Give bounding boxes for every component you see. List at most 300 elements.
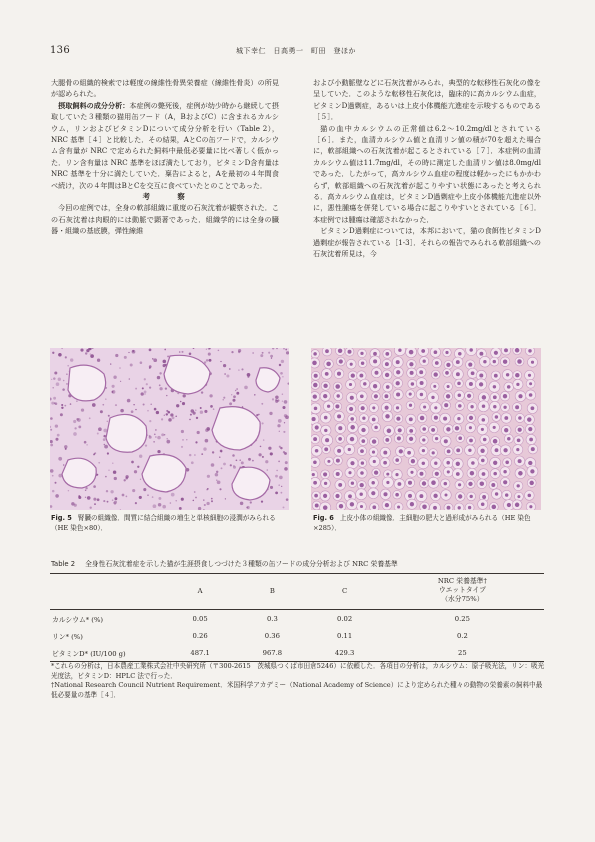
cell-nucleus: [324, 429, 327, 432]
cell-nucleus: [396, 370, 400, 374]
caption-text: 上皮小体の組織像．主細胞の肥大と過形成がみられる（HE 染色×285）．: [313, 514, 531, 532]
stain-dot: [247, 373, 251, 377]
stain-dot: [124, 356, 127, 359]
stain-dot: [53, 377, 56, 380]
table-header-row: [50, 574, 544, 610]
cell-nucleus: [374, 470, 378, 474]
stain-dot: [67, 365, 69, 367]
cell-nucleus: [480, 449, 484, 453]
cell-nucleus: [516, 383, 519, 386]
cell-nucleus: [420, 393, 423, 396]
stain-dot: [97, 498, 100, 501]
stain-dot: [144, 393, 145, 394]
cell-nucleus: [506, 373, 509, 376]
cell-nucleus: [337, 449, 341, 453]
stain-dot: [63, 464, 64, 466]
cell-nucleus: [363, 382, 366, 385]
cell-nucleus: [493, 439, 498, 444]
cell-nucleus: [360, 394, 364, 398]
cell-nucleus: [386, 385, 390, 389]
stain-dot: [181, 351, 183, 353]
stain-dot: [246, 507, 247, 508]
cell-nucleus: [431, 480, 436, 485]
stain-dot: [231, 351, 233, 353]
stain-dot: [168, 411, 171, 414]
stain-dot: [252, 352, 253, 353]
stain-dot: [135, 502, 137, 504]
cell-nucleus: [444, 439, 448, 443]
stain-dot: [275, 395, 279, 399]
cell-nucleus: [396, 392, 400, 396]
cell-nucleus: [471, 371, 475, 375]
stain-dot: [260, 354, 263, 357]
cell-nucleus: [383, 461, 387, 465]
stain-dot: [189, 454, 191, 456]
stain-dot: [150, 404, 152, 406]
stain-dot: [61, 404, 63, 406]
stain-dot: [104, 444, 106, 446]
stain-dot: [285, 349, 287, 351]
stain-dot: [272, 398, 274, 400]
cell-nucleus: [431, 428, 435, 432]
stain-dot: [119, 367, 121, 369]
stain-dot: [143, 403, 145, 405]
stain-dot: [124, 479, 126, 481]
cell-nucleus: [374, 426, 378, 430]
cell-nucleus: [323, 505, 328, 510]
stain-dot: [275, 475, 278, 478]
stain-dot: [248, 458, 251, 461]
stain-dot: [65, 448, 67, 450]
stain-dot: [63, 380, 65, 382]
cell-nucleus: [528, 349, 531, 352]
cell-nucleus: [385, 406, 389, 410]
paragraph: 大腿骨の組織的検索では軽度の線維性骨異栄養症（線維性骨炎）の所見が認められた。: [51, 78, 279, 99]
cell-nucleus: [397, 505, 400, 508]
stain-dot: [161, 433, 164, 436]
cell-nucleus: [528, 494, 532, 498]
stain-dot: [98, 427, 102, 431]
cell-nucleus: [431, 396, 434, 399]
stain-dot: [219, 488, 221, 490]
stain-dot: [238, 349, 241, 352]
cell-nucleus: [447, 385, 450, 388]
stain-dot: [271, 358, 272, 359]
cell-nucleus: [468, 449, 471, 452]
stain-dot: [157, 436, 161, 440]
cell-nucleus: [385, 373, 389, 377]
stain-dot: [115, 404, 117, 406]
stain-dot: [66, 383, 68, 385]
stain-dot: [127, 399, 131, 403]
stain-dot: [221, 467, 223, 469]
cell-nucleus: [396, 417, 400, 421]
stain-dot: [85, 352, 87, 354]
cell-nucleus: [493, 385, 496, 388]
stain-dot: [159, 384, 161, 386]
stain-dot: [215, 473, 218, 476]
cell-nucleus: [435, 361, 439, 365]
header-nrc-line2: ウエットタイプ: [438, 586, 486, 594]
stain-dot: [74, 504, 77, 507]
stain-dot: [114, 501, 117, 504]
stain-dot: [194, 491, 196, 493]
stain-dot: [281, 492, 283, 494]
cell-nucleus: [397, 482, 401, 486]
stain-dot: [131, 410, 134, 413]
cell-nucleus: [348, 448, 351, 451]
stain-dot: [153, 358, 157, 362]
stain-dot: [112, 385, 115, 388]
stain-dot: [195, 497, 197, 499]
stain-dot: [159, 387, 162, 390]
cell-nucleus: [327, 405, 330, 408]
stain-dot: [137, 466, 139, 468]
cell-nucleus: [458, 506, 461, 509]
header-b: B: [236, 574, 308, 610]
table-row: [50, 610, 544, 628]
cell-nucleus: [531, 361, 534, 364]
cell-nucleus: [456, 472, 460, 476]
cell-nucleus: [446, 394, 450, 398]
stain-dot: [282, 401, 283, 402]
stain-dot: [267, 469, 269, 471]
cell-nucleus: [348, 350, 352, 354]
stain-dot: [55, 438, 58, 441]
stain-dot: [225, 498, 226, 499]
stain-dot: [154, 433, 156, 435]
cell-nucleus: [481, 459, 485, 463]
stain-dot: [261, 403, 263, 405]
stain-dot: [241, 368, 243, 370]
stain-dot: [58, 353, 62, 357]
stain-dot: [57, 434, 60, 437]
stain-dot: [132, 350, 136, 354]
cell-nucleus: [503, 406, 506, 409]
stain-dot: [87, 496, 91, 500]
stain-dot: [280, 447, 282, 449]
cell-nucleus: [375, 371, 379, 375]
stain-dot: [182, 402, 185, 405]
stain-dot: [181, 498, 184, 501]
cell-nucleus: [359, 374, 363, 378]
stain-dot: [139, 455, 142, 458]
cell-nucleus: [479, 382, 483, 386]
cell-nucleus: [517, 438, 521, 442]
cell-nucleus: [445, 494, 448, 497]
cell-b: 967.8: [236, 644, 308, 662]
stain-dot: [170, 502, 172, 504]
cell-nucleus: [504, 348, 508, 352]
cell-nucleus: [408, 494, 412, 498]
cell-nucleus: [419, 370, 423, 374]
stain-dot: [73, 432, 77, 436]
stain-dot: [73, 420, 76, 423]
cell-nucleus: [434, 416, 438, 420]
cell-nucleus: [383, 492, 387, 496]
cell-nucleus: [361, 406, 365, 410]
stain-dot: [164, 434, 166, 436]
stain-dot: [152, 496, 154, 498]
stain-dot: [262, 422, 264, 424]
stain-dot: [218, 350, 220, 352]
cell-nucleus: [398, 428, 402, 432]
cell-nucleus: [493, 360, 496, 363]
cell-nucleus: [529, 481, 533, 485]
stain-dot: [66, 373, 67, 374]
stain-dot: [183, 394, 186, 397]
cell-nucleus: [504, 416, 508, 420]
paragraph-body: 本症例の斃死後，症例が幼少時から継続して摂取していた３種類の猫用缶フード（A，BおよびC）に含まれるカルシウム，リンおよびビタミンDについて成分分析を行い（Table 2），NRC 基準［４］と比較した．その結果，AとCの缶フードで，カルシウム含有量が NRC で定められた飼料中最低必要量に比べ著しく低かった．リン含有量は NRC 基準をほぼ満たしており，ビタミンD含有量は NRC 基準を十分に満たしていた．稟告によると，Aを最初の４年間食べ続け，次の４年間はBとCを交互に食べていたとのことであった．: [51, 100, 280, 190]
stain-dot: [93, 498, 96, 501]
stain-dot: [100, 410, 103, 413]
cell-nucleus: [383, 451, 387, 455]
cell-nucleus: [456, 360, 460, 364]
stain-dot: [224, 373, 226, 375]
cell-nucleus: [350, 461, 354, 465]
stain-dot: [232, 399, 235, 402]
stain-dot: [156, 411, 159, 414]
cell-nucleus: [493, 395, 497, 399]
stain-dot: [144, 378, 146, 380]
header-nrc: [381, 574, 544, 610]
stain-dot: [157, 450, 160, 453]
stain-dot: [168, 418, 172, 422]
cell-nucleus: [409, 417, 413, 421]
cell-nucleus: [528, 461, 532, 465]
stain-dot: [146, 383, 148, 385]
stain-dot: [54, 402, 56, 404]
running-head: 城下幸仁 日高勇一 町田 登ほか: [236, 47, 356, 55]
stain-dot: [166, 395, 167, 396]
stain-dot: [270, 355, 273, 358]
header-blank: [50, 574, 164, 610]
stain-dot: [229, 402, 232, 405]
right-column: [313, 77, 541, 260]
cell-nucleus: [517, 359, 522, 364]
cell-nucleus: [312, 417, 316, 421]
stain-dot: [235, 390, 236, 391]
caption-text: 腎臓の組織像．間質に結合組織の増生と単核細胞の浸潤がみられる（HE 染色×80）．: [51, 514, 276, 532]
cell-nucleus: [313, 461, 317, 465]
cell-nucleus: [313, 383, 317, 387]
stain-dot: [153, 504, 157, 508]
cell-nucleus: [528, 427, 532, 431]
cell-nucleus: [422, 462, 425, 465]
stain-dot: [154, 408, 157, 411]
stain-dot: [216, 480, 217, 481]
cell-nucleus: [531, 406, 535, 410]
stain-dot: [265, 460, 268, 463]
stain-dot: [163, 364, 166, 367]
stain-dot: [186, 439, 187, 440]
stain-dot: [125, 475, 128, 478]
stain-dot: [65, 356, 67, 358]
stain-dot: [164, 349, 166, 351]
stain-dot: [277, 424, 280, 427]
cell-nucleus: [384, 394, 388, 398]
stain-dot: [78, 495, 80, 497]
cell-nucleus: [479, 374, 483, 378]
cell-nucleus: [433, 506, 437, 510]
cell-nucleus: [517, 484, 520, 487]
cell-nucleus: [312, 473, 315, 476]
stain-dot: [236, 388, 238, 390]
cell-nucleus: [445, 351, 448, 354]
cell-nucleus: [434, 350, 438, 354]
stain-dot: [132, 489, 135, 492]
figure-5-caption: [51, 514, 283, 533]
stain-dot: [204, 504, 206, 506]
stain-dot: [50, 417, 53, 420]
cell-nucleus: [336, 459, 340, 463]
cell-nucleus: [481, 428, 484, 431]
cell-nucleus: [458, 352, 462, 356]
cell-nucleus: [447, 470, 450, 473]
cell-nucleus: [360, 483, 364, 487]
stain-dot: [282, 394, 283, 395]
stain-dot: [152, 358, 153, 359]
cell-nucleus: [327, 460, 330, 463]
stain-dot: [262, 456, 264, 458]
stain-dot: [284, 467, 288, 471]
stain-dot: [206, 489, 208, 491]
stain-dot: [166, 438, 168, 440]
cell-nucleus: [361, 461, 364, 464]
stain-dot: [86, 444, 87, 445]
stain-dot: [103, 500, 105, 502]
row-label: リン* (%): [52, 633, 83, 641]
stain-dot: [203, 447, 206, 450]
cell-nucleus: [516, 448, 519, 451]
row-label: カルシウム* (%): [52, 616, 104, 624]
cell-nucleus: [423, 360, 426, 363]
cell-nucleus: [338, 483, 342, 487]
cell-nucleus: [529, 382, 532, 385]
stain-dot: [256, 414, 258, 416]
stain-dot: [252, 460, 254, 462]
stain-dot: [158, 497, 161, 500]
stain-dot: [133, 404, 134, 405]
cell-nucleus: [422, 427, 426, 431]
cell-nucleus: [493, 405, 496, 408]
cell-nucleus: [348, 471, 351, 474]
footnote: †National Research Council Nutrient Requirement．米国科学アカデミー（National Academy of Science）により定められた種々の動物の栄養素の飼料中最低必要量の基準［４］．: [51, 681, 543, 699]
cell-nucleus: [529, 393, 533, 397]
cell-nucleus: [505, 493, 508, 496]
stain-dot: [197, 431, 200, 434]
cell-nucleus: [410, 471, 413, 474]
figure-5-kidney-micrograph: [50, 348, 289, 510]
cell-nucleus: [409, 437, 413, 441]
stain-dot: [254, 394, 255, 395]
cell-nucleus: [313, 481, 317, 485]
cell-nucleus: [507, 503, 511, 507]
stain-dot: [229, 368, 231, 370]
stain-dot: [269, 412, 272, 415]
stain-dot: [238, 369, 240, 371]
stain-dot: [278, 484, 280, 486]
stain-dot: [80, 349, 83, 352]
stain-dot: [162, 505, 166, 509]
stain-dot: [107, 452, 109, 454]
stain-dot: [213, 408, 215, 410]
cell-nucleus: [338, 437, 342, 441]
section-heading: 考 察: [142, 192, 195, 202]
header-nrc-line1: NRC 栄養基準†: [437, 577, 487, 585]
cell-nucleus: [335, 494, 339, 498]
stain-dot: [102, 404, 104, 406]
cell-nucleus: [422, 438, 425, 441]
stain-dot: [90, 507, 92, 509]
stain-dot: [120, 381, 121, 382]
stain-dot: [201, 391, 203, 393]
cell-nucleus: [396, 360, 400, 364]
stain-dot: [52, 490, 55, 493]
stain-dot: [250, 501, 252, 503]
stain-dot: [107, 421, 108, 422]
stain-dot: [131, 461, 134, 464]
cell-nucleus: [372, 505, 376, 509]
cell-nucleus: [468, 506, 471, 509]
table-row: [50, 644, 544, 662]
cell-nucleus: [371, 481, 375, 485]
cell-nucleus: [361, 362, 364, 365]
stain-dot: [110, 490, 113, 493]
cell-nucleus: [399, 449, 403, 453]
cell-nucleus: [518, 416, 522, 420]
cell-nucleus: [409, 429, 413, 433]
stain-dot: [55, 494, 59, 498]
cell-nucleus: [360, 449, 364, 453]
cell-nucleus: [421, 349, 425, 353]
cell-nucleus: [315, 449, 319, 453]
stain-dot: [223, 364, 226, 367]
cell-nucleus: [350, 502, 354, 506]
stain-dot: [97, 359, 100, 362]
stain-dot: [180, 401, 182, 403]
cell-nucleus: [372, 451, 375, 454]
cell-nucleus: [371, 491, 375, 495]
paragraph: および小動脈壁などに石灰沈着がみられ，典型的な転移性石灰化の像を呈していた．このような転移性石灰化は，臨床的に高カルシウム血症，ビタミンD過剰症，あるいは上皮小体機能亢進症を示唆するものである［５］．: [313, 78, 541, 122]
stain-dot: [263, 439, 264, 440]
cell-nucleus: [350, 417, 354, 421]
stain-dot: [134, 470, 137, 473]
stain-dot: [282, 376, 284, 378]
cell-nucleus: [397, 436, 401, 440]
cell-nucleus: [408, 481, 412, 485]
stain-dot: [149, 435, 151, 437]
cell-nucleus: [494, 351, 498, 355]
cell-nucleus: [469, 426, 472, 429]
stain-dot: [50, 444, 53, 447]
stain-dot: [204, 410, 207, 413]
cell-nucleus: [515, 405, 519, 409]
cell-nucleus: [518, 394, 522, 398]
stain-dot: [179, 351, 181, 353]
stain-dot: [90, 354, 94, 358]
stain-dot: [216, 471, 218, 473]
stain-dot: [206, 502, 209, 505]
cell-nucleus: [409, 350, 414, 355]
cell-nucleus: [396, 381, 400, 385]
cell-nucleus: [482, 495, 486, 499]
stain-dot: [282, 406, 285, 409]
stain-dot: [140, 479, 141, 480]
stain-dot: [54, 371, 57, 374]
stain-dot: [195, 409, 196, 410]
stain-dot: [97, 432, 99, 434]
